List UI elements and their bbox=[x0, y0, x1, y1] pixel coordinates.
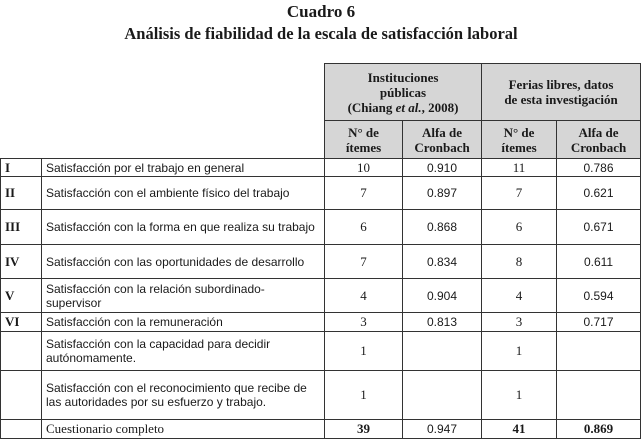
row-label: Satisfacción con la capacidad para decidir autónomamente. bbox=[42, 332, 325, 371]
table-title: Análisis de fiabilidad de la escala de satisfacción laboral bbox=[124, 24, 518, 43]
n-items-instituciones: 1 bbox=[325, 332, 403, 371]
table-row bbox=[1, 159, 641, 177]
subheader-blank bbox=[1, 121, 325, 159]
row-label: Satisfacción con las oportunidades de desarrollo bbox=[42, 245, 325, 279]
n-items-ferias: 1 bbox=[482, 371, 557, 420]
n-items-instituciones: 7 bbox=[325, 245, 403, 279]
table-row bbox=[1, 332, 641, 371]
row-numeral: VI bbox=[1, 313, 42, 332]
row-numeral: II bbox=[1, 177, 42, 210]
n-items-instituciones: 10 bbox=[325, 159, 403, 177]
alfa-instituciones: 0.813 bbox=[403, 313, 482, 332]
alfa-instituciones bbox=[403, 332, 482, 371]
table-row bbox=[1, 279, 641, 313]
row-numeral: IV bbox=[1, 245, 42, 279]
n-items-ferias: 1 bbox=[482, 332, 557, 371]
n-items-ferias: 11 bbox=[482, 159, 557, 177]
row-label: Satisfacción con el reconocimiento que recibe de las autoridades por su esfuerzo y trabajo. bbox=[42, 371, 325, 420]
n-items-instituciones: 1 bbox=[325, 371, 403, 420]
n-items-ferias: 8 bbox=[482, 245, 557, 279]
reliability-table bbox=[0, 63, 641, 439]
n-items-instituciones: 6 bbox=[325, 210, 403, 245]
alfa-ferias bbox=[557, 371, 641, 420]
total-label: Cuestionario completo bbox=[42, 420, 325, 439]
n-items-ferias: 6 bbox=[482, 210, 557, 245]
row-numeral bbox=[1, 371, 42, 420]
table-row bbox=[1, 313, 641, 332]
alfa-ferias: 0.786 bbox=[557, 159, 641, 177]
row-numeral: I bbox=[1, 159, 42, 177]
n-items-ferias: 3 bbox=[482, 313, 557, 332]
row-label: Satisfacción con la remuneración bbox=[42, 313, 325, 332]
table-row bbox=[1, 210, 641, 245]
alfa-ferias: 0.594 bbox=[557, 279, 641, 313]
col-header-n-items-1: N° de ítemes bbox=[325, 121, 403, 159]
row-label: Satisfacción con la relación subordinado-supervisor bbox=[42, 279, 325, 313]
table-row bbox=[1, 371, 641, 420]
table-row bbox=[1, 177, 641, 210]
alfa-instituciones: 0.904 bbox=[403, 279, 482, 313]
alfa-ferias: 0.671 bbox=[557, 210, 641, 245]
total-n-items-instituciones: 39 bbox=[325, 420, 403, 439]
col-header-alfa-2: Alfa de Cronbach bbox=[557, 121, 641, 159]
total-alfa-ferias: 0.869 bbox=[557, 420, 641, 439]
total-n-items-ferias: 41 bbox=[482, 420, 557, 439]
total-alfa-instituciones: 0.947 bbox=[403, 420, 482, 439]
table-number: Cuadro 6 bbox=[286, 2, 356, 21]
alfa-instituciones: 0.868 bbox=[403, 210, 482, 245]
n-items-ferias: 4 bbox=[482, 279, 557, 313]
alfa-instituciones: 0.834 bbox=[403, 245, 482, 279]
n-items-instituciones: 4 bbox=[325, 279, 403, 313]
alfa-ferias: 0.717 bbox=[557, 313, 641, 332]
row-label: Satisfacción con el ambiente físico del trabajo bbox=[42, 177, 325, 210]
alfa-ferias bbox=[557, 332, 641, 371]
group-header-instituciones: Instituciones públicas (Chiang et al., 2008) bbox=[325, 64, 482, 121]
row-numeral: V bbox=[1, 279, 42, 313]
alfa-ferias: 0.611 bbox=[557, 245, 641, 279]
n-items-ferias: 7 bbox=[482, 177, 557, 210]
alfa-instituciones: 0.897 bbox=[403, 177, 482, 210]
alfa-instituciones bbox=[403, 371, 482, 420]
col-header-n-items-2: N° de ítemes bbox=[482, 121, 557, 159]
total-numeral-cell bbox=[1, 420, 42, 439]
table-row bbox=[1, 245, 641, 279]
alfa-instituciones: 0.910 bbox=[403, 159, 482, 177]
row-label: Satisfacción con la forma en que realiza su trabajo bbox=[42, 210, 325, 245]
row-numeral bbox=[1, 332, 42, 371]
row-label: Satisfacción por el trabajo en general bbox=[42, 159, 325, 177]
alfa-ferias: 0.621 bbox=[557, 177, 641, 210]
total-row bbox=[1, 420, 641, 439]
header-blank bbox=[1, 64, 325, 121]
group-header-ferias: Ferias libres, datos de esta investigación bbox=[482, 64, 641, 121]
n-items-instituciones: 7 bbox=[325, 177, 403, 210]
col-header-alfa-1: Alfa de Cronbach bbox=[403, 121, 482, 159]
row-numeral: III bbox=[1, 210, 42, 245]
n-items-instituciones: 3 bbox=[325, 313, 403, 332]
